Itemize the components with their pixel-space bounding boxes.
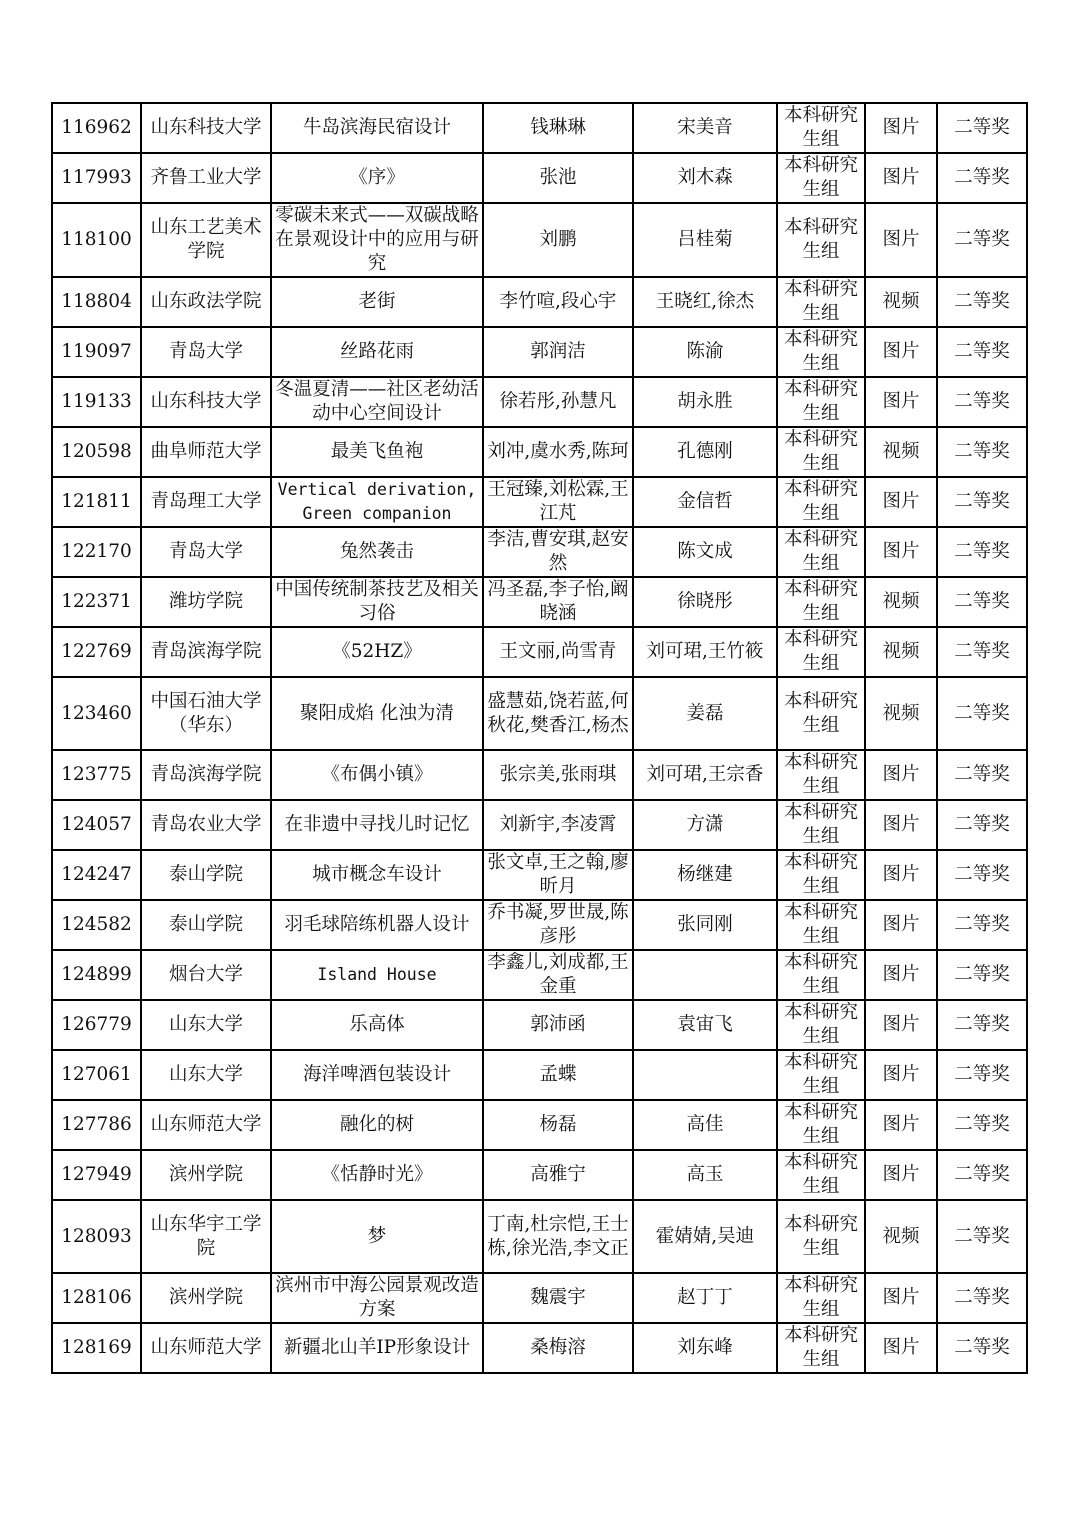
entry-id-cell: 126779: [52, 1000, 141, 1050]
authors-cell: 刘冲,虞水秀,陈珂: [483, 427, 633, 477]
media-type-cell: 图片: [865, 950, 937, 1000]
advisor-cell: 孔德刚: [633, 427, 777, 477]
table-row: [52, 677, 1027, 750]
work-title-cell: 聚阳成焰 化浊为清: [271, 677, 483, 750]
advisor-cell: 赵丁丁: [633, 1273, 777, 1323]
school-cell: 中国石油大学（华东）: [141, 677, 271, 750]
entry-id-cell: 116962: [52, 103, 141, 153]
work-title-cell: 《52HZ》: [271, 627, 483, 677]
award-cell: 二等奖: [937, 750, 1027, 800]
advisor-cell: [633, 1050, 777, 1100]
authors-cell: 王文丽,尚雪青: [483, 627, 633, 677]
work-title-cell: 牛岛滨海民宿设计: [271, 103, 483, 153]
table-row: [52, 153, 1027, 203]
school-cell: 烟台大学: [141, 950, 271, 1000]
table-row: [52, 527, 1027, 577]
award-cell: 二等奖: [937, 103, 1027, 153]
advisor-cell: 姜磊: [633, 677, 777, 750]
table-row: [52, 750, 1027, 800]
school-cell: 山东工艺美术学院: [141, 203, 271, 277]
award-cell: 二等奖: [937, 1200, 1027, 1273]
group-cell: 本科研究生组: [777, 1000, 865, 1050]
authors-cell: 魏震宇: [483, 1273, 633, 1323]
media-type-cell: 图片: [865, 377, 937, 427]
work-title-cell: 乐高体: [271, 1000, 483, 1050]
entry-id-cell: 120598: [52, 427, 141, 477]
media-type-cell: 图片: [865, 103, 937, 153]
entry-id-cell: 128106: [52, 1273, 141, 1323]
work-title-cell: 在非遗中寻找儿时记忆: [271, 800, 483, 850]
entry-id-cell: 124582: [52, 900, 141, 950]
group-cell: 本科研究生组: [777, 377, 865, 427]
media-type-cell: 图片: [865, 477, 937, 527]
table-row: [52, 103, 1027, 153]
work-title-cell: Island House: [271, 950, 483, 1000]
advisor-cell: 陈文成: [633, 527, 777, 577]
authors-cell: 李洁,曹安琪,赵安然: [483, 527, 633, 577]
work-title-cell: 梦: [271, 1200, 483, 1273]
advisor-cell: 吕桂菊: [633, 203, 777, 277]
award-cell: 二等奖: [937, 527, 1027, 577]
work-title-cell: 《恬静时光》: [271, 1150, 483, 1200]
media-type-cell: 视频: [865, 277, 937, 327]
work-title-cell: 《序》: [271, 153, 483, 203]
advisor-cell: 高玉: [633, 1150, 777, 1200]
media-type-cell: 视频: [865, 1200, 937, 1273]
group-cell: 本科研究生组: [777, 1200, 865, 1273]
work-title-cell: 滨州市中海公园景观改造方案: [271, 1273, 483, 1323]
award-cell: 二等奖: [937, 1000, 1027, 1050]
entry-id-cell: 119097: [52, 327, 141, 377]
entry-id-cell: 127949: [52, 1150, 141, 1200]
school-cell: 山东科技大学: [141, 377, 271, 427]
work-title-cell: 最美飞鱼袍: [271, 427, 483, 477]
entry-id-cell: 118100: [52, 203, 141, 277]
media-type-cell: 图片: [865, 1100, 937, 1150]
authors-cell: 丁南,杜宗恺,王士栋,徐光浩,李文正: [483, 1200, 633, 1273]
authors-cell: 王冠臻,刘松霖,王江芃: [483, 477, 633, 527]
award-cell: 二等奖: [937, 800, 1027, 850]
advisor-cell: 陈渝: [633, 327, 777, 377]
group-cell: 本科研究生组: [777, 203, 865, 277]
advisor-cell: 刘东峰: [633, 1323, 777, 1373]
table-row: [52, 1273, 1027, 1323]
advisor-cell: 霍婧婧,吴迪: [633, 1200, 777, 1273]
advisor-cell: 刘可珺,王宗香: [633, 750, 777, 800]
media-type-cell: 图片: [865, 1000, 937, 1050]
school-cell: 青岛滨海学院: [141, 750, 271, 800]
advisor-cell: [633, 950, 777, 1000]
authors-cell: 钱琳琳: [483, 103, 633, 153]
media-type-cell: 图片: [865, 153, 937, 203]
authors-cell: 刘新宇,李凌霄: [483, 800, 633, 850]
award-cell: 二等奖: [937, 377, 1027, 427]
work-title-cell: 融化的树: [271, 1100, 483, 1150]
group-cell: 本科研究生组: [777, 103, 865, 153]
award-cell: 二等奖: [937, 900, 1027, 950]
school-cell: 山东政法学院: [141, 277, 271, 327]
school-cell: 青岛滨海学院: [141, 627, 271, 677]
group-cell: 本科研究生组: [777, 850, 865, 900]
media-type-cell: 视频: [865, 427, 937, 477]
media-type-cell: 视频: [865, 677, 937, 750]
advisor-cell: 刘可珺,王竹筱: [633, 627, 777, 677]
group-cell: 本科研究生组: [777, 627, 865, 677]
advisor-cell: 方潇: [633, 800, 777, 850]
school-cell: 青岛大学: [141, 527, 271, 577]
work-title-cell: 老街: [271, 277, 483, 327]
group-cell: 本科研究生组: [777, 1323, 865, 1373]
group-cell: 本科研究生组: [777, 1273, 865, 1323]
award-cell: 二等奖: [937, 577, 1027, 627]
group-cell: 本科研究生组: [777, 1050, 865, 1100]
group-cell: 本科研究生组: [777, 750, 865, 800]
award-cell: 二等奖: [937, 427, 1027, 477]
table-row: [52, 1100, 1027, 1150]
authors-cell: 乔书凝,罗世晟,陈彦彤: [483, 900, 633, 950]
authors-cell: 桑梅溶: [483, 1323, 633, 1373]
table-row: [52, 203, 1027, 277]
media-type-cell: 图片: [865, 800, 937, 850]
table-row: [52, 427, 1027, 477]
work-title-cell: 中国传统制茶技艺及相关习俗: [271, 577, 483, 627]
media-type-cell: 图片: [865, 1050, 937, 1100]
school-cell: 泰山学院: [141, 900, 271, 950]
authors-cell: 郭沛函: [483, 1000, 633, 1050]
group-cell: 本科研究生组: [777, 1100, 865, 1150]
group-cell: 本科研究生组: [777, 900, 865, 950]
award-cell: 二等奖: [937, 950, 1027, 1000]
authors-cell: 刘鹏: [483, 203, 633, 277]
school-cell: 青岛理工大学: [141, 477, 271, 527]
work-title-cell: 兔然袭击: [271, 527, 483, 577]
award-cell: 二等奖: [937, 1150, 1027, 1200]
advisor-cell: 杨继建: [633, 850, 777, 900]
award-cell: 二等奖: [937, 627, 1027, 677]
school-cell: 曲阜师范大学: [141, 427, 271, 477]
group-cell: 本科研究生组: [777, 427, 865, 477]
table-row: [52, 1050, 1027, 1100]
entry-id-cell: 122170: [52, 527, 141, 577]
entry-id-cell: 123460: [52, 677, 141, 750]
work-title-cell: 丝路花雨: [271, 327, 483, 377]
entry-id-cell: 122371: [52, 577, 141, 627]
media-type-cell: 图片: [865, 527, 937, 577]
authors-cell: 张文卓,王之翰,廖昕月: [483, 850, 633, 900]
table-row: [52, 800, 1027, 850]
work-title-cell: 冬温夏清——社区老幼活动中心空间设计: [271, 377, 483, 427]
school-cell: 青岛大学: [141, 327, 271, 377]
entry-id-cell: 123775: [52, 750, 141, 800]
table-row: [52, 1200, 1027, 1273]
advisor-cell: 袁宙飞: [633, 1000, 777, 1050]
media-type-cell: 图片: [865, 1273, 937, 1323]
school-cell: 滨州学院: [141, 1150, 271, 1200]
group-cell: 本科研究生组: [777, 577, 865, 627]
award-cell: 二等奖: [937, 1273, 1027, 1323]
entry-id-cell: 118804: [52, 277, 141, 327]
table-row: [52, 377, 1027, 427]
media-type-cell: 视频: [865, 577, 937, 627]
school-cell: 山东华宇工学院: [141, 1200, 271, 1273]
authors-cell: 郭润洁: [483, 327, 633, 377]
authors-cell: 张池: [483, 153, 633, 203]
authors-cell: 杨磊: [483, 1100, 633, 1150]
table-row: [52, 1000, 1027, 1050]
group-cell: 本科研究生组: [777, 1150, 865, 1200]
advisor-cell: 张同刚: [633, 900, 777, 950]
entry-id-cell: 122769: [52, 627, 141, 677]
advisor-cell: 王晓红,徐杰: [633, 277, 777, 327]
group-cell: 本科研究生组: [777, 527, 865, 577]
award-cell: 二等奖: [937, 677, 1027, 750]
authors-cell: 高雅宁: [483, 1150, 633, 1200]
advisor-cell: 宋美音: [633, 103, 777, 153]
media-type-cell: 视频: [865, 627, 937, 677]
media-type-cell: 图片: [865, 900, 937, 950]
entry-id-cell: 121811: [52, 477, 141, 527]
entry-id-cell: 124057: [52, 800, 141, 850]
school-cell: 山东师范大学: [141, 1323, 271, 1373]
entry-id-cell: 119133: [52, 377, 141, 427]
media-type-cell: 图片: [865, 327, 937, 377]
authors-cell: 孟蝶: [483, 1050, 633, 1100]
entry-id-cell: 128093: [52, 1200, 141, 1273]
group-cell: 本科研究生组: [777, 327, 865, 377]
authors-cell: 张宗美,张雨琪: [483, 750, 633, 800]
media-type-cell: 图片: [865, 1150, 937, 1200]
work-title-cell: 城市概念车设计: [271, 850, 483, 900]
entry-id-cell: 127786: [52, 1100, 141, 1150]
school-cell: 山东师范大学: [141, 1100, 271, 1150]
award-cell: 二等奖: [937, 1100, 1027, 1150]
entry-id-cell: 117993: [52, 153, 141, 203]
advisor-cell: 刘木森: [633, 153, 777, 203]
award-cell: 二等奖: [937, 1323, 1027, 1373]
award-cell: 二等奖: [937, 153, 1027, 203]
table-row: [52, 277, 1027, 327]
work-title-cell: 羽毛球陪练机器人设计: [271, 900, 483, 950]
table-row: [52, 900, 1027, 950]
group-cell: 本科研究生组: [777, 277, 865, 327]
entry-id-cell: 127061: [52, 1050, 141, 1100]
work-title-cell: 海洋啤酒包装设计: [271, 1050, 483, 1100]
group-cell: 本科研究生组: [777, 153, 865, 203]
authors-cell: 盛慧茹,饶若蓝,何秋花,樊香江,杨杰: [483, 677, 633, 750]
award-cell: 二等奖: [937, 477, 1027, 527]
group-cell: 本科研究生组: [777, 477, 865, 527]
authors-cell: 徐若彤,孙慧凡: [483, 377, 633, 427]
table-row: [52, 1323, 1027, 1373]
authors-cell: 李鑫儿,刘成都,王金重: [483, 950, 633, 1000]
group-cell: 本科研究生组: [777, 950, 865, 1000]
entry-id-cell: 124247: [52, 850, 141, 900]
award-cell: 二等奖: [937, 1050, 1027, 1100]
school-cell: 青岛农业大学: [141, 800, 271, 850]
award-cell: 二等奖: [937, 327, 1027, 377]
table-row: [52, 327, 1027, 377]
media-type-cell: 图片: [865, 750, 937, 800]
school-cell: 潍坊学院: [141, 577, 271, 627]
award-table: [51, 102, 1028, 1374]
table-row: [52, 1150, 1027, 1200]
entry-id-cell: 124899: [52, 950, 141, 1000]
authors-cell: 冯圣磊,李子怡,阚晓涵: [483, 577, 633, 627]
work-title-cell: Vertical derivation, Green companion: [271, 477, 483, 527]
school-cell: 山东大学: [141, 1000, 271, 1050]
media-type-cell: 图片: [865, 850, 937, 900]
award-cell: 二等奖: [937, 203, 1027, 277]
media-type-cell: 图片: [865, 203, 937, 277]
school-cell: 滨州学院: [141, 1273, 271, 1323]
advisor-cell: 高佳: [633, 1100, 777, 1150]
entry-id-cell: 128169: [52, 1323, 141, 1373]
group-cell: 本科研究生组: [777, 677, 865, 750]
school-cell: 山东科技大学: [141, 103, 271, 153]
advisor-cell: 徐晓彤: [633, 577, 777, 627]
group-cell: 本科研究生组: [777, 800, 865, 850]
advisor-cell: 胡永胜: [633, 377, 777, 427]
school-cell: 泰山学院: [141, 850, 271, 900]
award-cell: 二等奖: [937, 850, 1027, 900]
work-title-cell: 新疆北山羊IP形象设计: [271, 1323, 483, 1373]
advisor-cell: 金信哲: [633, 477, 777, 527]
media-type-cell: 图片: [865, 1323, 937, 1373]
table-row: [52, 950, 1027, 1000]
award-cell: 二等奖: [937, 277, 1027, 327]
work-title-cell: 《布偶小镇》: [271, 750, 483, 800]
table-row: [52, 577, 1027, 627]
table-row: [52, 627, 1027, 677]
table-row: [52, 477, 1027, 527]
table-row: [52, 850, 1027, 900]
work-title-cell: 零碳未来式——双碳战略在景观设计中的应用与研究: [271, 203, 483, 277]
school-cell: 山东大学: [141, 1050, 271, 1100]
authors-cell: 李竹喧,段心宇: [483, 277, 633, 327]
school-cell: 齐鲁工业大学: [141, 153, 271, 203]
